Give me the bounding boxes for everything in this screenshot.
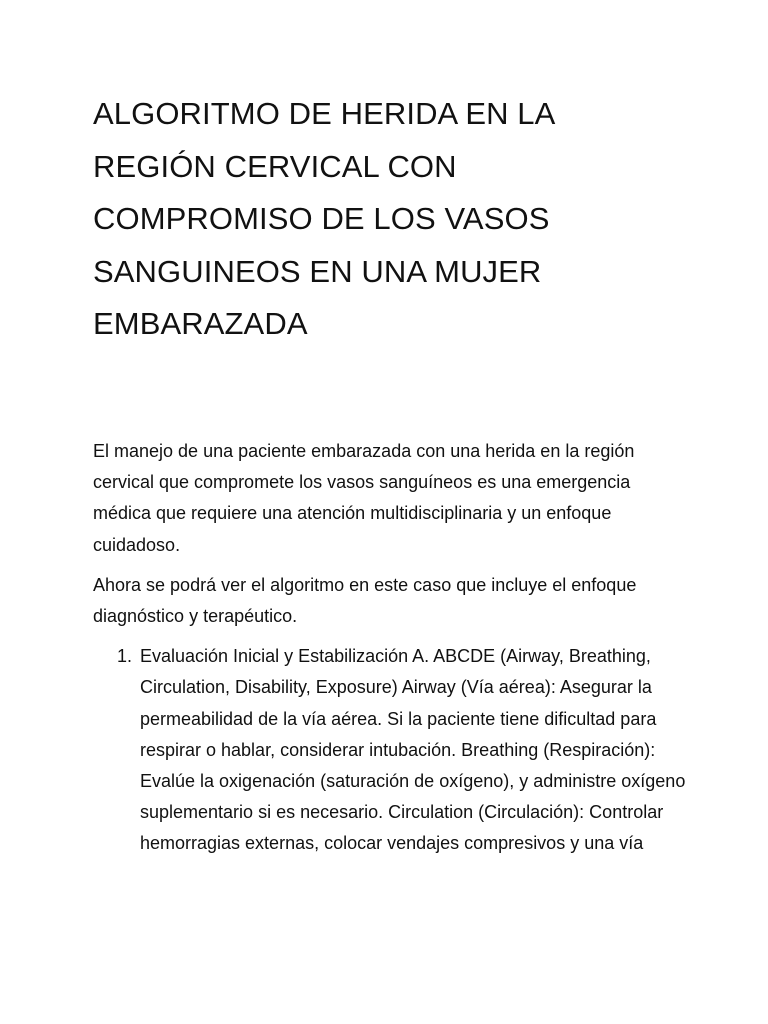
algorithm-intro-paragraph: Ahora se podrá ver el algoritmo en este caso que incluye el enfoque diagnóstico y terapéutico.	[93, 574, 637, 627]
title-line: SANGUINEOS EN UNA MUJER	[93, 253, 542, 289]
title-line: COMPROMISO DE LOS VASOS	[93, 201, 550, 236]
title-line: ALGORITMO DE HERIDA EN LA	[93, 96, 556, 131]
step-text: Evaluación Inicial y Estabilización A. ABCDE (Airway, Breathing, Circulation, Disability, Exposure) Airway (Vía aérea): Asegurar la permeabilidad de la vía aérea. Si la paciente tiene dificultad para respirar o hablar, considerar intubación. Breathing (Respiración): Evalúe la oxigenación (saturación de oxígeno), y administre oxígeno suplementario si es necesario. Circulation (Circulación): Controlar hemorragias externas, colocar vendajes compresivos y una vía	[140, 646, 686, 854]
document-body	[93, 436, 693, 860]
document-title	[93, 88, 693, 351]
document-page	[93, 88, 693, 854]
title-line: EMBARAZADA	[93, 306, 308, 341]
intro-paragraph: El manejo de una paciente embarazada con una herida en la región cervical que compromete los vasos sanguíneos es una emergencia médica que requiere una atención multidisciplinaria y un enfoque cuidadoso.	[93, 441, 635, 555]
steps-list	[93, 641, 693, 859]
title-line: REGIÓN CERVICAL CON	[93, 148, 457, 184]
list-item	[93, 641, 693, 859]
step-number: 1.	[117, 646, 133, 667]
